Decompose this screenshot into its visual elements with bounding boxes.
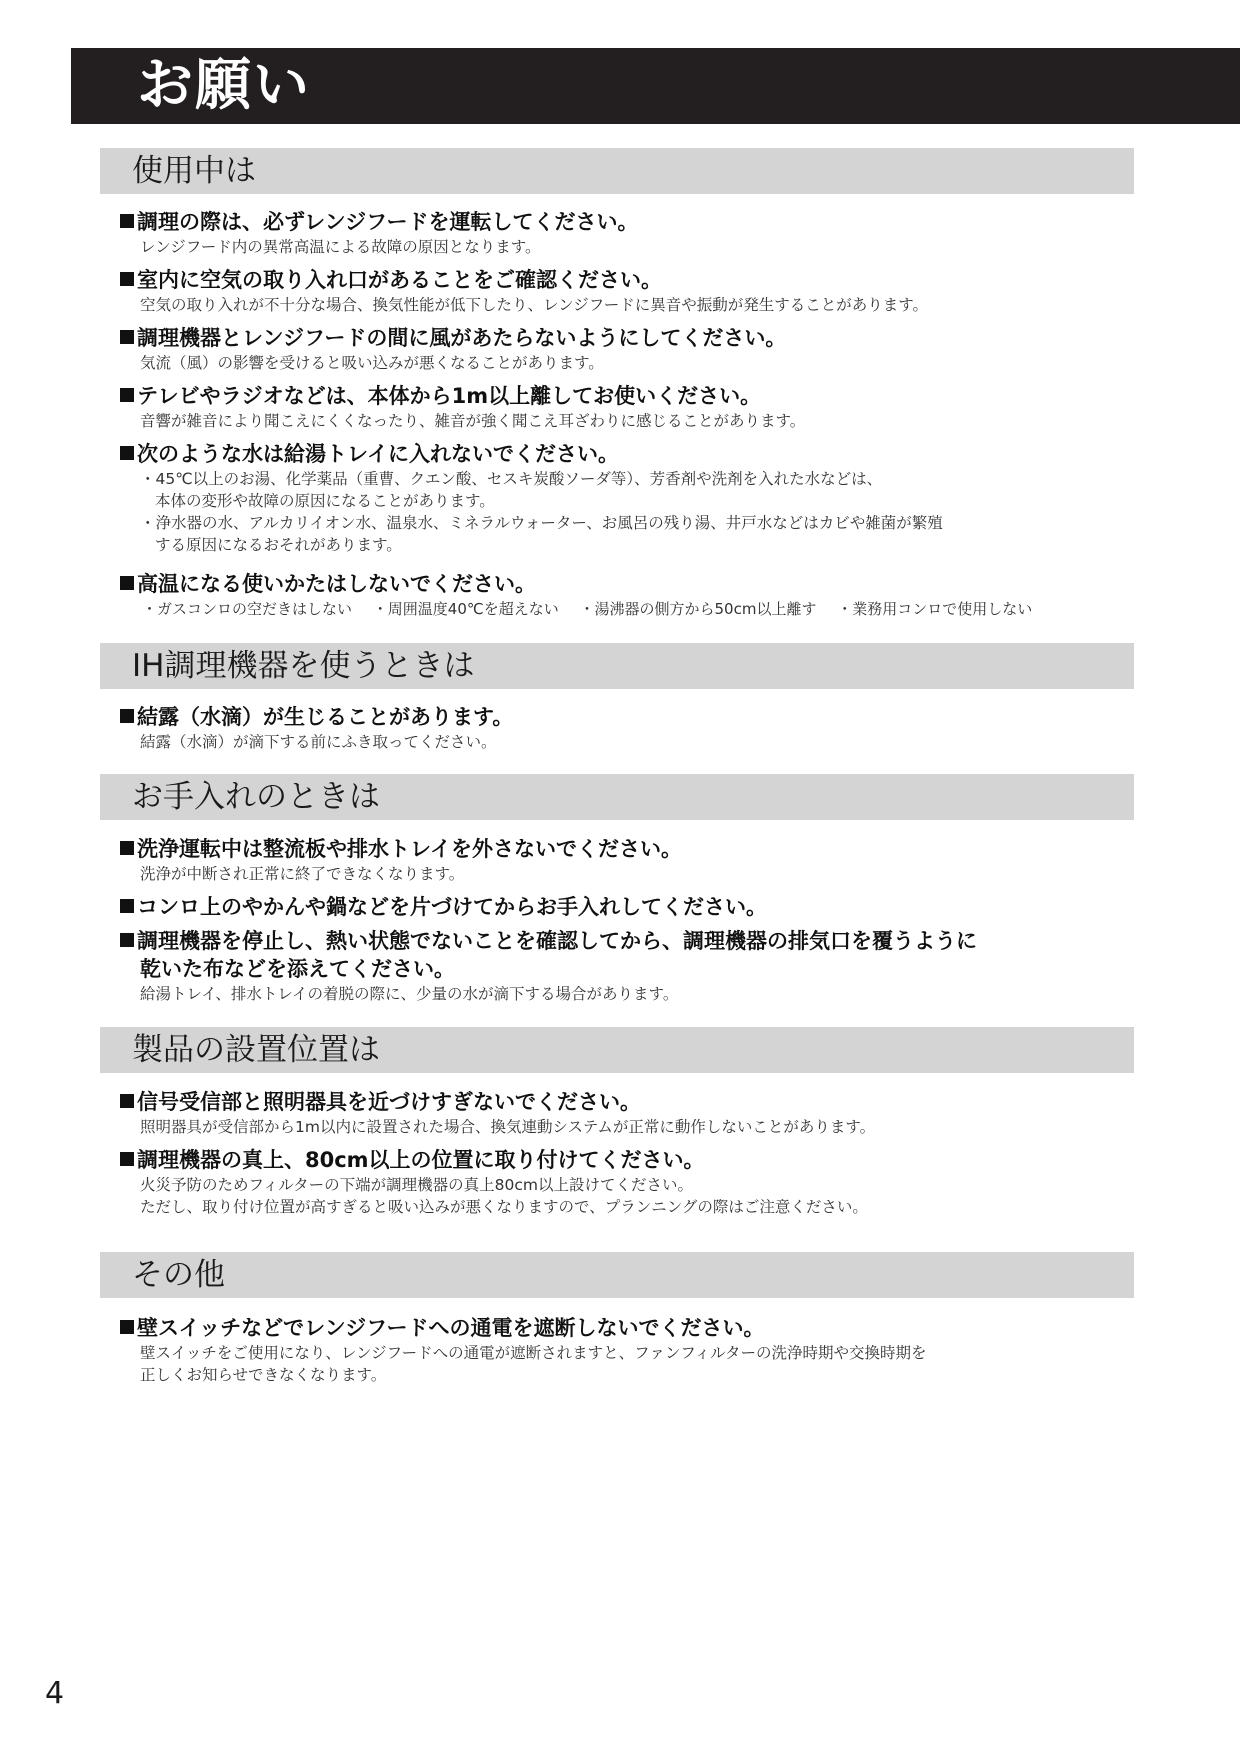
notice-title: 調理機器とレンジフードの間に風があたらないようにしてください。 [137,326,787,350]
notice-item [120,1314,1140,1386]
notice-title: 調理機器を停止し、熱い状態でないことを確認してから、調理機器の排気口を覆うように [137,929,977,953]
section-title: その他 [132,1257,225,1293]
notice-title: 次のような水は給湯トレイに入れないでください。 [137,442,619,466]
notice-description: 気流（風）の影響を受けると吸い込みが悪くなることがあります。 [140,354,604,372]
notice-description: 給湯トレイ、排水トレイの着脱の際に、少量の水が滴下する場合があります。 [140,985,679,1003]
square-bullet-icon [120,899,134,913]
section-header-other [100,1252,1134,1298]
square-bullet-icon [120,1152,134,1166]
section-title: 使用中は [132,153,256,189]
notice-description: 火災予防のためフィルターの下端が調理機器の真上80cm以上設けてください。 [140,1176,693,1194]
notice-item [120,266,1140,316]
section-title: 製品の設置位置は [132,1032,380,1068]
bullet-line: ・45℃以上のお湯、化学薬品（重曹、クエン酸、セスキ炭酸ソーダ等）、芳香剤や洗剤を入れた水などは、 [140,470,883,488]
inline-bullet-list [120,598,1140,620]
header-banner [71,48,1240,124]
inline-bullet: ・ガスコンロの空だきはしない [142,600,353,618]
notice-item [120,324,1140,374]
notice-item [120,208,1140,258]
notice-item [120,382,1140,432]
section-header-ih [100,643,1134,689]
notice-description-continued: 正しくお知らせできなくなります。 [140,1366,387,1384]
square-bullet-icon [120,576,134,590]
page-number: 4 [45,1676,65,1711]
notice-item [120,1088,1140,1138]
square-bullet-icon [120,446,134,460]
square-bullet-icon [120,709,134,723]
notice-item [120,440,1140,556]
section-header-maintenance [100,774,1134,820]
square-bullet-icon [120,1320,134,1334]
notice-description: 洗浄が中断され正常に終了できなくなります。 [140,865,465,883]
section-title: お手入れのときは [132,779,380,815]
section-title: IH調理機器を使うときは [132,648,475,684]
notice-description-continued: ただし、取り付け位置が高すぎると吸い込みが悪くなりますので、プランニングの際はご注意ください。 [140,1198,868,1216]
square-bullet-icon [120,841,134,855]
square-bullet-icon [120,330,134,344]
notice-title: コンロ上のやかんや鍋などを片づけてからお手入れしてください。 [137,895,767,919]
inline-bullet: ・業務用コンロで使用しない [837,600,1033,618]
notice-item [120,893,1140,921]
notice-item [120,835,1140,885]
notice-description: 音響が雑音により聞こえにくくなったり、雑音が強く聞こえ耳ざわりに感じることがあります。 [140,412,806,430]
section-header-installation [100,1027,1134,1073]
notice-title: テレビやラジオなどは、本体から1m以上離してお使いください。 [137,384,762,408]
notice-title: 信号受信部と照明器具を近づけすぎないでください。 [137,1090,641,1114]
notice-title: 高温になる使いかたはしないでください。 [137,572,536,596]
notice-title: 室内に空気の取り入れ口があることをご確認ください。 [137,268,662,292]
bullet-line-continued: する原因になるおそれがあります。 [155,536,402,554]
square-bullet-icon [120,933,134,947]
notice-item [120,570,1140,620]
notice-item [120,703,1140,753]
notice-description: 結露（水滴）が滴下する前にふき取ってください。 [140,733,497,751]
bullet-line-continued: 本体の変形や故障の原因になることがあります。 [155,492,495,510]
notice-description: レンジフード内の異常高温による故障の原因となります。 [140,238,541,256]
notice-title: 調理機器の真上、80cm以上の位置に取り付けてください。 [137,1148,705,1172]
notice-title-continued: 乾いた布などを添えてください。 [140,957,455,981]
notice-description: 照明器具が受信部から1m以内に設置された場合、換気連動システムが正常に動作しないことがあります。 [140,1118,876,1136]
notice-item [120,927,1140,1005]
notice-description: 空気の取り入れが不十分な場合、換気性能が低下したり、レンジフードに異音や振動が発生することがあります。 [140,296,929,314]
notice-title: 洗浄運転中は整流板や排水トレイを外さないでください。 [137,837,682,861]
notice-description: 壁スイッチをご使用になり、レンジフードへの通電が遮断されますと、ファンフィルターの洗浄時期や交換時期を [140,1344,927,1362]
notice-title: 調理の際は、必ずレンジフードを運転してください。 [137,210,639,234]
inline-bullet: ・湯沸器の側方から50cm以上離す [579,600,817,618]
notice-title: 壁スイッチなどでレンジフードへの通電を遮断しないでください。 [137,1316,765,1340]
square-bullet-icon [120,388,134,402]
inline-bullet: ・周囲温度40℃を超えない [372,600,559,618]
square-bullet-icon [120,214,134,228]
page-title: お願い [137,53,311,118]
bullet-line: ・浄水器の水、アルカリイオン水、温泉水、ミネラルウォーター、お風呂の残り湯、井戸水などはカビや雑菌が繁殖 [140,514,943,532]
notice-title: 結露（水滴）が生じることがあります。 [137,705,514,729]
notice-item [120,1146,1140,1218]
square-bullet-icon [120,1094,134,1108]
section-header-in-use [100,148,1134,194]
square-bullet-icon [120,272,134,286]
